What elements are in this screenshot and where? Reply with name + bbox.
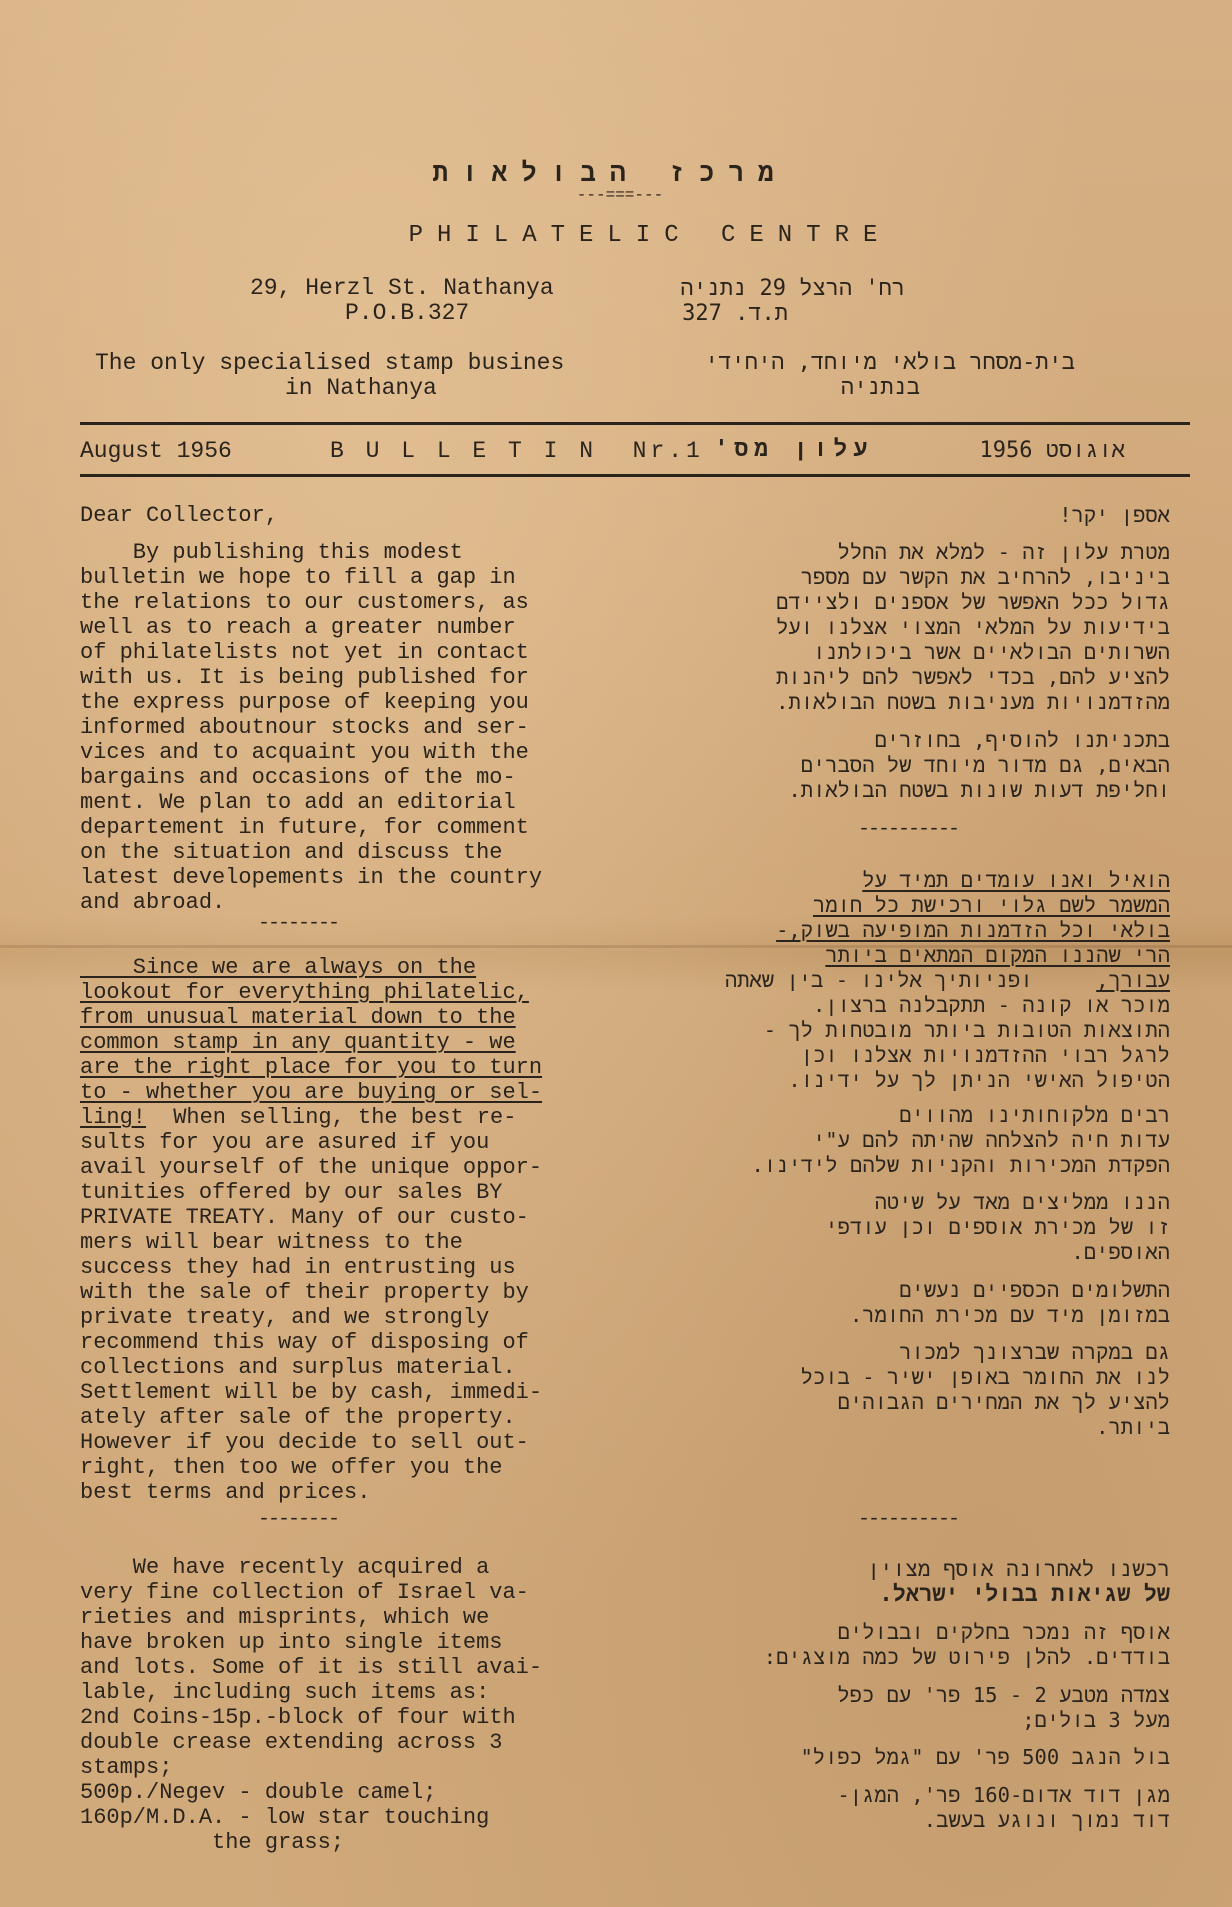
hebrew-title: מרכז הבולאות xyxy=(432,158,788,188)
paragraph-en-intro: By publishing this modest bulletin we hope to fill a gap in the relations to our customers, as well as to reach a greater number of philatelists not yet in contact with us. It is being published for the express purpose of keeping you informed aboutnour stocks and ser- vices and to acquaint you with the bargains and occasions of the mo- ment. We plan to add an editorial departement in future, for comment on the situation and discuss the latest developements in the country and abroad. xyxy=(80,540,543,915)
address-en: 29, Herzl St. Nathanya xyxy=(250,275,554,301)
tagline-he-line2: בנתניה xyxy=(840,375,920,400)
bulletin-date-en: August 1956 xyxy=(80,438,232,464)
item-he-mda: מגן דוד אדום-160 פר', המגן- דוד נמוך ונוגע בעשב. xyxy=(837,1783,1170,1832)
top-rule xyxy=(80,422,1190,425)
greeting-en: Dear Collector, xyxy=(80,503,279,528)
english-title: PHILATELIC CENTRE xyxy=(408,222,892,249)
item-he-negev: בול הנגב 500 פר' עם "גמל כפול" xyxy=(800,1745,1170,1769)
bulletin-date-he: אוגוסט 1956 xyxy=(979,438,1125,463)
bulletin-number-he: עלון מס' xyxy=(714,436,873,462)
paragraph-he-direct-sale: גם במקרה שברצונך למכור לנו את החומר באופן ישיר - בוכל להציע לך את המחירים הגבוהים ביותר. xyxy=(800,1340,1170,1439)
address-he: רח' הרצל 29 נתניה xyxy=(680,276,905,301)
greeting-he: אספן יקר! xyxy=(1059,503,1170,527)
bulletin-number-en: B U L L E T I N Nr.1 xyxy=(330,438,704,464)
paragraph-he-lookout-underlined: הואיל ואנו עומדים תמיד על המשמר לשם גלוי ורכישת כל חומר בולאי וכל הזדמנות המופיעה בשוק,- הרי שהננו המקום המתאים ביותר עבורך, xyxy=(776,868,1170,992)
paragraph-en-lookout-underlined: Since we are always on the lookout for everything philatelic, from unusual material down to the common stamp in any quantity - we are the right place for you to turn to - whether you are buying or sel- ling! xyxy=(80,955,543,1130)
paragraph-he-intro: מטרת עלון זה - למלא את החלל ביניבו, להרחיב את הקשר עם מספר גדול ככל האפשר של אספנים ולציידם בידיעות על המלאי המצוי אצלנו ועל השרותים הבולאיים אשר ביכולתנו להציע להם, בכדי לאפשר להם ליהנות מהזדמנויות מעניבות בשטח הבולאות. xyxy=(776,540,1170,714)
pobox-he: ת.ד. 327 xyxy=(682,301,788,326)
paragraph-en-selling: sults for you are asured if you avail yourself of the unique oppor- tunities offered by our sales BY PRIVATE TREATY. Many of our custo- mers will bear witness to the success they had in entrusting us with the sale of their property by private treaty, and we strongly recommend this way of disposing of collections and surplus material. Settlement will be by cash, immedi- ately after sale of the property. However if you decide to sell out- right, then too we offer you the best terms and prices. xyxy=(80,1130,543,1505)
separator-he-2: ---------- xyxy=(858,1508,959,1531)
paragraph-he-requests-line1: ופניותיך אלינו - בין שאתה xyxy=(724,968,1045,992)
paragraph-en-selling-line1: When selling, the best re- xyxy=(160,1105,517,1130)
paragraph-he-requests: מוכר או קונה - תתקבלנה ברצון. התוצאות הטובות ביותר מובטחות לך - לרגל רבוי ההזדמנויות אצלנו וכן הטיפול האישי הניתן לך על ידינו. xyxy=(763,993,1170,1092)
separator-he-1: ---------- xyxy=(858,818,959,841)
title-rule: ---===--- xyxy=(576,186,664,204)
item-he-coins: צמדה מטבע 2 - 15 פר' עם כפל מעל 3 בולים; xyxy=(837,1683,1170,1732)
pobox-en: P.O.B.327 xyxy=(345,300,470,326)
tagline-en-line1: The only specialised stamp busines xyxy=(95,350,565,376)
paragraph-he-acquired-line1: רכשנו לאחרונה אוסף מצוין xyxy=(867,1557,1170,1581)
paragraph-he-payment: התשלומים הכספיים נעשים במזומן מיד עם מכירת החומר. xyxy=(849,1278,1170,1327)
tagline-he-line1: בית-מסחר בולאי מיוחד, היחידי xyxy=(705,350,1075,375)
separator-en-2: -------- xyxy=(258,1508,339,1531)
paragraph-he-testimony: רבים מלקוחותינו מהווים עדות חיה להצלחה שהיתה להם ע"י הפקדת המכירות והקניות שלהם לידינו. xyxy=(751,1103,1170,1177)
tagline-en-line2: in Nathanya xyxy=(285,375,437,401)
paragraph-he-plans: בתכניתנו להוסיף, בחוזרים הבאים, גם מדור מיוחד של הסברים וחליפת דעות שונות בשטח הבולאות. xyxy=(788,728,1170,802)
paragraph-he-recommend: הננו ממליצים מאד על שיטה זו של מכירת אוספים וכן עודפי האוספים. xyxy=(825,1190,1170,1264)
paragraph-en-collection: We have recently acquired a very fine collection of Israel va- rieties and misprints, which we have broken up into single items and lots. Some of it is still avai- lable, including such items as: 2nd Coins-15p.-block of four with double crease extending across 3 stamps; 500p./Negev - double camel; 160p/M.D.A. - low star touching the grass; xyxy=(80,1555,543,1855)
separator-en-1: -------- xyxy=(258,912,339,935)
bottom-rule xyxy=(80,474,1190,477)
paragraph-he-acquired-line2: של שגיאות בבולי ישראל. xyxy=(879,1582,1170,1607)
paragraph-he-lots: אוסף זה נמכר בחלקים ובבולים בודדים. להלן פירוט של כמה מוצגים: xyxy=(763,1620,1170,1669)
